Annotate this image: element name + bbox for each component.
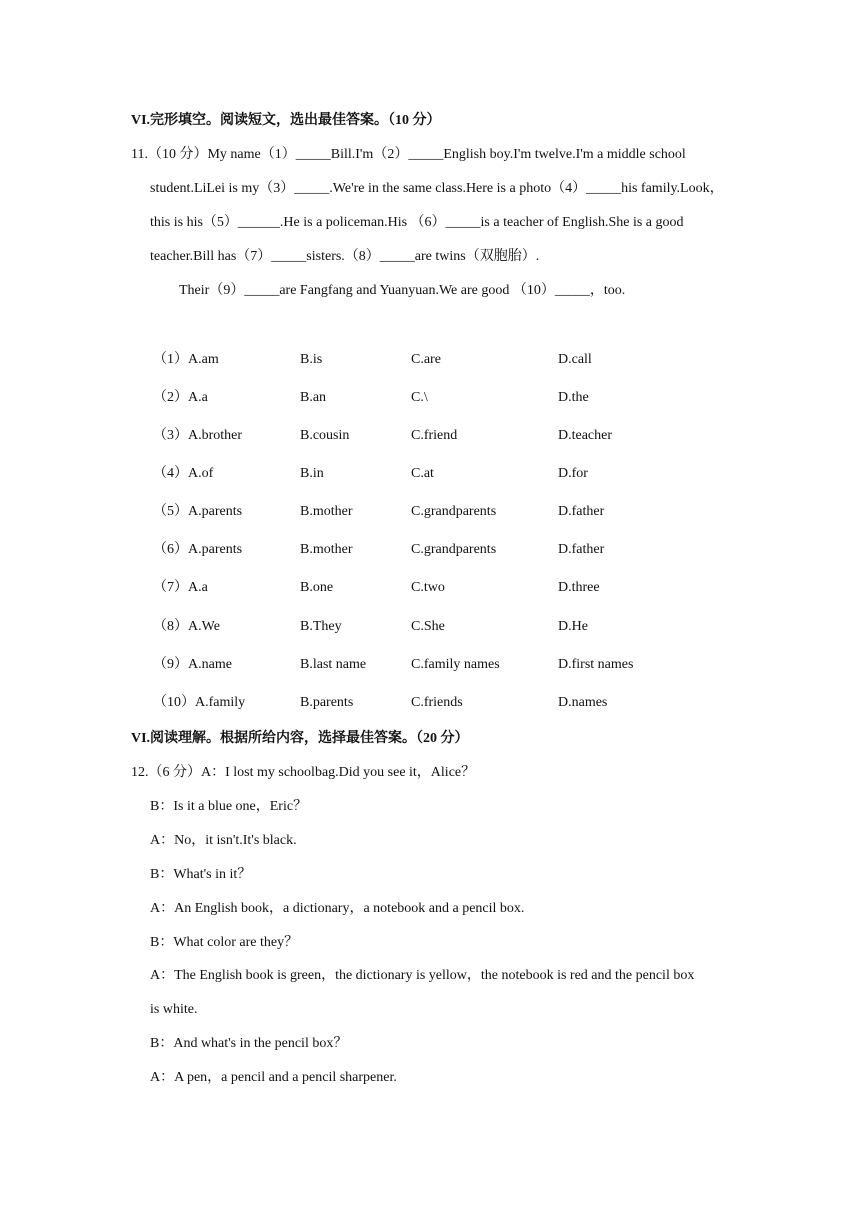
option-d: D.father [558,504,605,519]
option-c: C.two [411,580,445,595]
option-a: （4）A.of [153,466,214,481]
option-b: B.an [300,390,327,405]
dialogue-line: A：No，it isn't.It's black. [150,833,297,848]
option-d: D.for [558,466,588,481]
option-a: （6）A.parents [153,542,243,557]
option-d: D.the [558,390,589,405]
option-a: （1）A.am [153,352,219,367]
dialogue-line: A：A pen，a pencil and a pencil sharpener. [150,1070,397,1085]
option-b: B.They [300,619,342,634]
passage-line: student.LiLei is my（3）_____.We're in the same class.Here is a photo（4）_____his family.Look， [150,181,724,196]
option-a: （10）A.family [153,695,246,710]
option-c: C.grandparents [411,542,497,557]
option-a: （3）A.brother [153,428,243,443]
option-d: D.call [558,352,592,367]
option-a: （2）A.a [153,390,208,405]
option-c: C.friends [411,695,463,710]
dialogue-line: B：What color are they？ [150,935,299,950]
option-c: C.friend [411,428,458,443]
option-d: D.first names [558,657,634,672]
option-b: B.in [300,466,324,481]
option-c: C.are [411,352,441,367]
passage-line: this is his（5）______.He is a policeman.His （6）_____is a teacher of English.She is a good [150,215,684,230]
section-heading-cloze: VI.完形填空。阅读短文，选出最佳答案。（10 分） [131,113,441,128]
option-c: C.\ [411,390,428,405]
dialogue-line: A：The English book is green，the dictionary is yellow，the notebook is red and the pencil box [150,968,695,983]
option-b: B.mother [300,542,353,557]
option-d: D.three [558,580,600,595]
option-c: C.grandparents [411,504,497,519]
option-a: （9）A.name [153,657,232,672]
option-a: （7）A.a [153,580,208,595]
dialogue-line: B：What's in it？ [150,867,252,882]
option-c: C.She [411,619,445,634]
option-b: B.cousin [300,428,350,443]
option-d: D.He [558,619,588,634]
option-d: D.names [558,695,608,710]
dialogue-line: A：An English book，a dictionary，a notebook and a pencil box. [150,901,525,916]
option-a: （5）A.parents [153,504,243,519]
option-b: B.is [300,352,323,367]
section-heading-reading: VI.阅读理解。根据所给内容，选择最佳答案。（20 分） [131,731,469,746]
option-c: C.at [411,466,434,481]
option-d: D.father [558,542,605,557]
dialogue-line: 12.（6 分）A：I lost my schoolbag.Did you see it，Alice？ [131,765,476,780]
dialogue-line: B：And what's in the pencil box？ [150,1036,348,1051]
option-b: B.mother [300,504,353,519]
option-b: B.last name [300,657,367,672]
option-b: B.one [300,580,334,595]
passage-line: teacher.Bill has（7）_____sisters.（8）_____are twins（双胞胎）. [150,249,540,264]
option-d: D.teacher [558,428,613,443]
option-a: （8）A.We [153,619,220,634]
passage-line: 11.（10 分）My name（1）_____Bill.I'm（2）_____English boy.I'm twelve.I'm a middle school [131,147,686,162]
passage-line: Their（9）_____are Fangfang and Yuanyuan.We are good （10）_____，too. [179,283,626,298]
option-c: C.family names [411,657,500,672]
option-b: B.parents [300,695,354,710]
dialogue-line: B：Is it a blue one，Eric？ [150,799,308,814]
dialogue-line: is white. [150,1002,198,1017]
